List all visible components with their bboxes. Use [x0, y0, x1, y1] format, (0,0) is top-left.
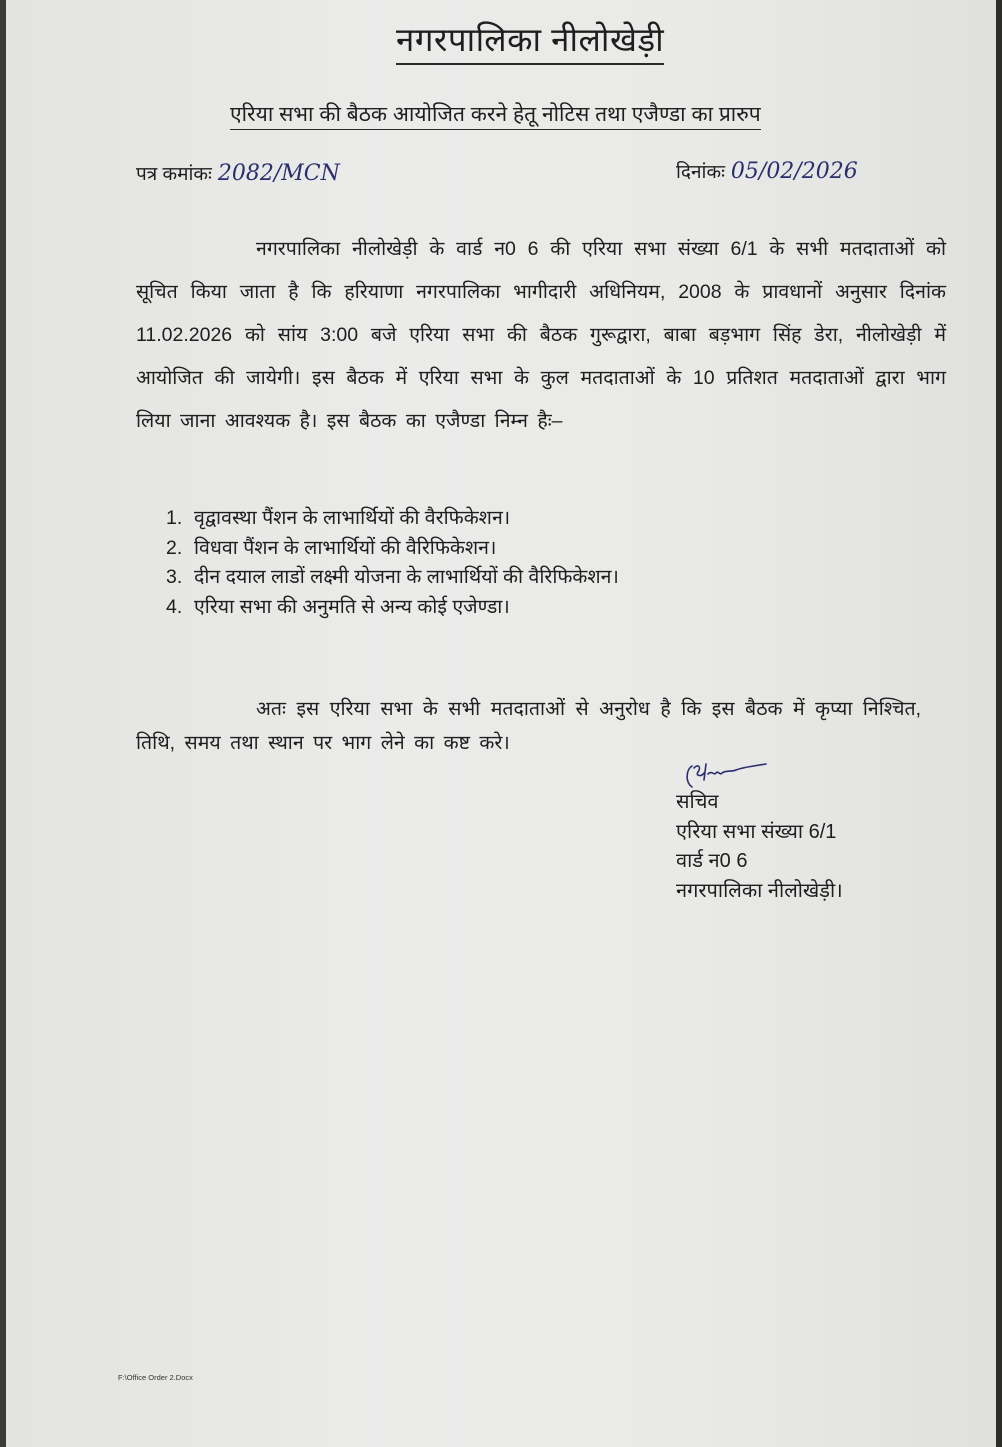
letter-date — [676, 158, 858, 184]
body-paragraph — [136, 228, 946, 443]
reference-label: पत्र कमांकः — [136, 164, 212, 185]
document-page — [6, 0, 996, 1447]
closing-paragraph — [136, 692, 921, 760]
agenda-item — [166, 534, 619, 564]
agenda-list — [166, 504, 619, 622]
reference-number — [136, 160, 340, 186]
photo-background-edge — [996, 0, 1002, 1447]
agenda-item-number: 1. — [166, 507, 183, 529]
office-title: नगरपालिका नीलोखेड़ी — [396, 16, 664, 65]
signatory-office: नगरपालिका नीलोखेड़ी। — [676, 879, 843, 902]
closing-paragraph-text: अतः इस एरिया सभा के सभी मतदाताओं से अनुरोध है कि इस बैठक में कृप्या निश्चित, तिथि, समय तथा स्थान पर भाग लेने का कष्ट करे। — [136, 697, 921, 754]
signatory-ward: वार्ड न0 6 — [676, 850, 748, 872]
footer-file-path: F:\Office Order 2.Docx — [118, 1373, 193, 1382]
agenda-item-text: विधवा पैंशन के लाभार्थियों की वैरिफिकेशन। — [194, 536, 497, 559]
date-label: दिनांकः — [676, 162, 725, 183]
agenda-item-number: 2. — [166, 536, 183, 559]
signatory-designation: सचिव — [676, 791, 719, 813]
body-paragraph-text: नगरपालिका नीलोखेड़ी के वार्ड न0 6 की एरिया सभा संख्या 6/1 के सभी मतदाताओं को सूचित किया जाता है कि हरियाणा नगरपालिका भागीदारी अधिनियम, 2008 के प्रावधानों अनुसार दिनांक 11.02.2026 को सांय 3:00 बजे एरिया सभा की बैठक गुरूद्वारा, बाबा बड़भाग सिंह डेरा, नीलोखेड़ी में आयोजित की जायेगी। इस बैठक में एरिया सभा के कुल मतदाताओं के 10 प्रतिशत मतदाताओं द्वारा भाग लिया जाना आवश्यक है। इस बैठक का एजैण्डा निम्न हैः– — [136, 237, 946, 432]
agenda-item-number: 3. — [166, 566, 183, 588]
handwritten-signature-icon — [682, 760, 772, 790]
agenda-item — [166, 593, 619, 623]
agenda-item-text: वृद्वावस्था पैंशन के लाभार्थियों की वैरफिकेशन। — [194, 507, 511, 529]
agenda-item — [166, 504, 619, 534]
date-value-handwritten: 05/02/2026 — [730, 159, 858, 184]
signatory-area-sabha: एरिया सभा संख्या 6/1 — [676, 820, 837, 843]
agenda-item-text: दीन दयाल लाडों लक्ष्मी योजना के लाभार्थियों की वैरिफिकेशन। — [194, 566, 619, 588]
agenda-item-number: 4. — [166, 595, 183, 618]
reference-value-handwritten: 2082/MCN — [217, 161, 340, 186]
notice-heading: एरिया सभा की बैठक आयोजित करने हेतू नोटिस तथा एजैण्डा का प्रारुप — [230, 100, 761, 130]
agenda-item-text: एरिया सभा की अनुमति से अन्य कोई एजेण्डा। — [194, 595, 510, 618]
signature-block — [676, 788, 843, 906]
agenda-item — [166, 563, 619, 593]
